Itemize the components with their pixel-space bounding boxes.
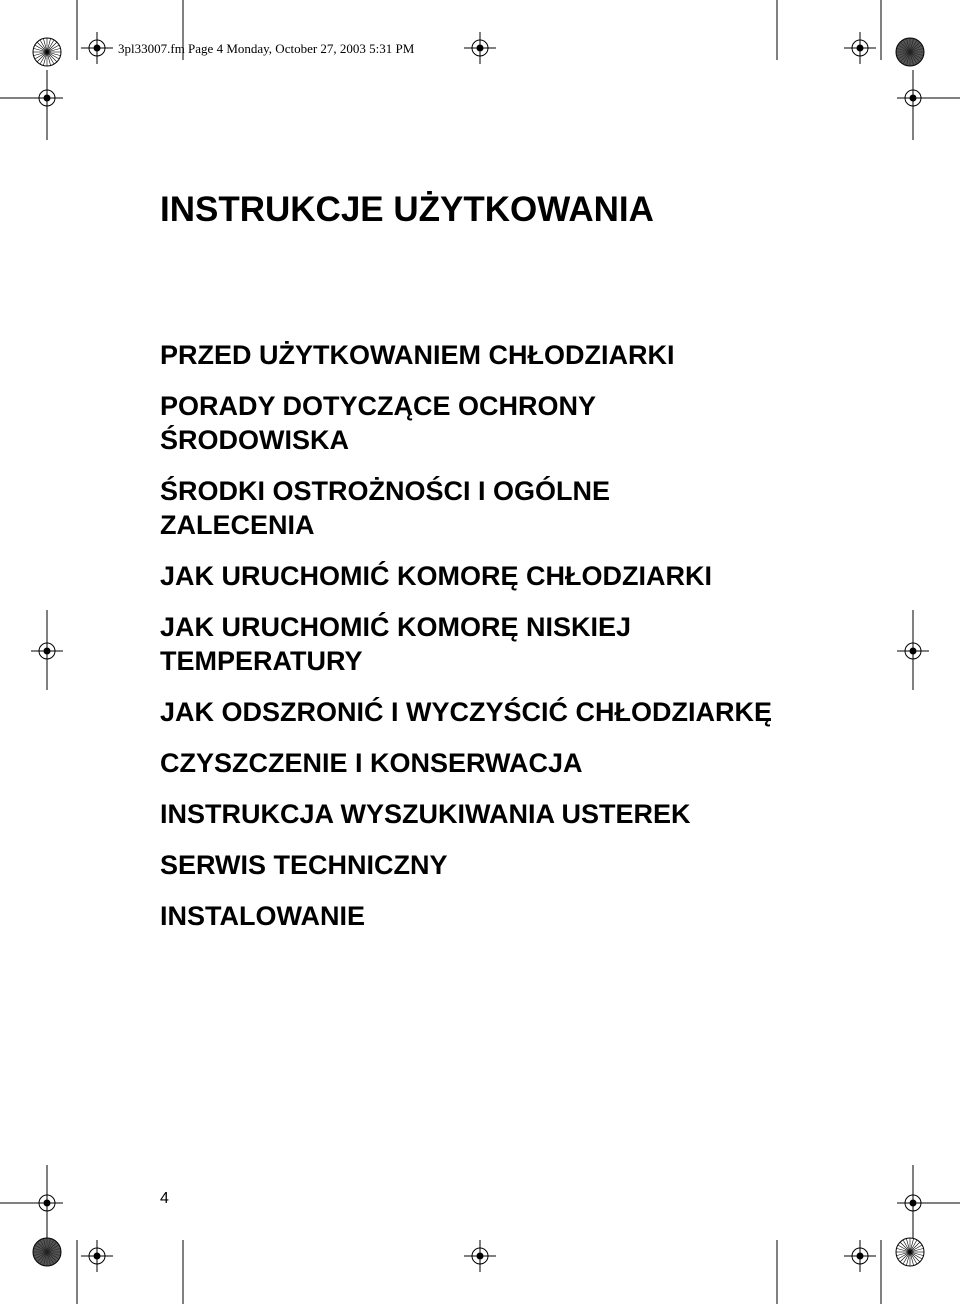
toc-item-service: SERWIS TECHNICZNY: [160, 850, 448, 880]
toc-item-before-use: PRZED UŻYTKOWANIEM CHŁODZIARKI: [160, 340, 675, 370]
toc-item-installation: INSTALOWANIE: [160, 901, 365, 931]
toc-item-environment: PORADY DOTYCZĄCE OCHRONY ŚRODOWISKA: [160, 391, 597, 455]
toc-item-defrost: JAK ODSZRONIĆ I WYCZYŚCIĆ CHŁODZIARKĘ: [160, 697, 773, 727]
toc-item-precautions: ŚRODKI OSTROŻNOŚCI I OGÓLNE ZALECENIA: [160, 476, 611, 540]
toc-item-troubleshooting: INSTRUKCJA WYSZUKIWANIA USTEREK: [160, 799, 691, 829]
file-info-header: 3pl33007.fm Page 4 Monday, October 27, 2003 5:31 PM: [118, 41, 415, 56]
page-title: INSTRUKCJE UŻYTKOWANIA: [160, 190, 654, 229]
toc-item-cleaning: CZYSZCZENIE I KONSERWACJA: [160, 748, 583, 778]
toc-item-start-fridge: JAK URUCHOMIĆ KOMORĘ CHŁODZIARKI: [160, 561, 712, 591]
table-of-contents: [160, 338, 860, 950]
toc-item-start-freezer: JAK URUCHOMIĆ KOMORĘ NISKIEJ TEMPERATURY: [160, 612, 632, 676]
page-number: 4: [160, 1190, 169, 1207]
